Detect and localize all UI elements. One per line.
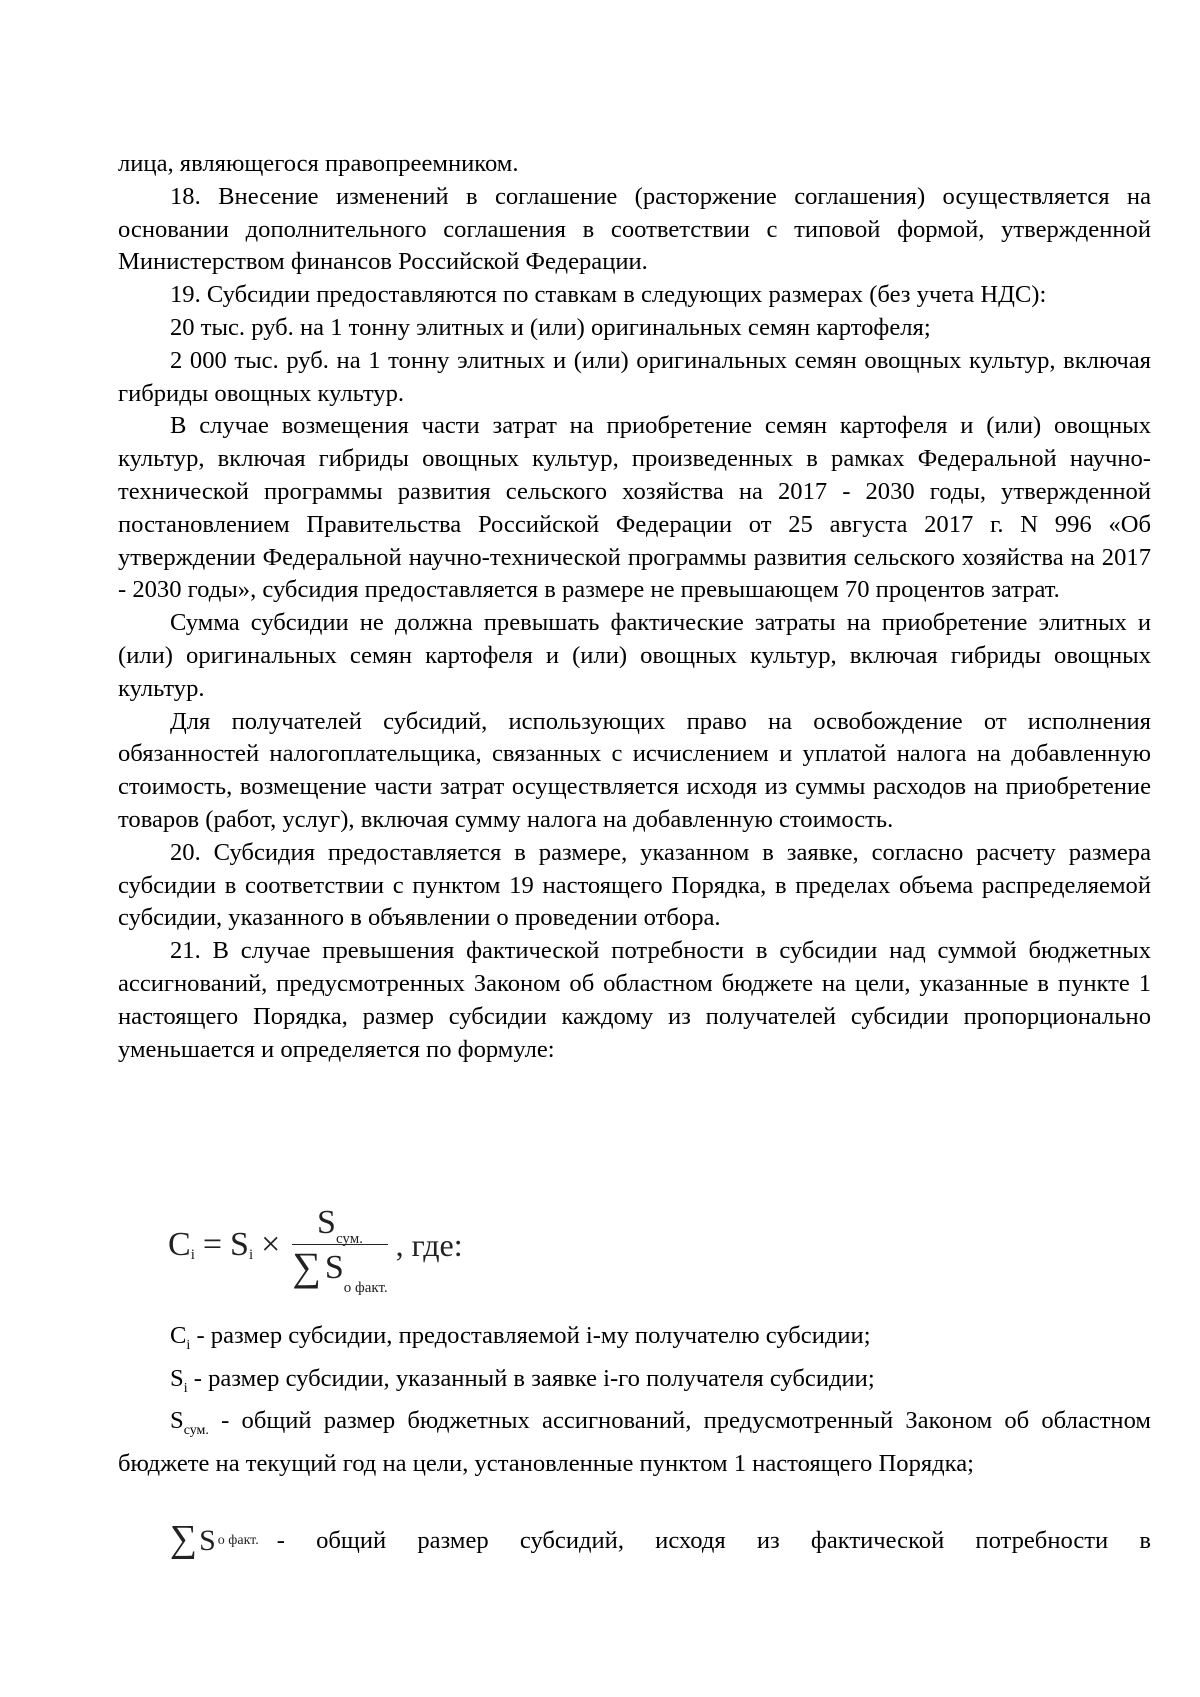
formula-times: × bbox=[261, 1226, 281, 1263]
definition-sum-fact bbox=[170, 1520, 1151, 1558]
def-symbol: S bbox=[170, 1364, 184, 1392]
formula-equals: = bbox=[202, 1226, 223, 1263]
sigma-symbol: ∑ bbox=[292, 1243, 321, 1289]
numerator-symbol: S bbox=[317, 1203, 336, 1241]
definitions bbox=[118, 1320, 1151, 1481]
denominator-symbol: S bbox=[324, 1248, 344, 1286]
sum-definition-text: - общий размер субсидий, исходя из фактической потребности в bbox=[276, 1527, 1151, 1555]
paragraph: лица, являющегося правопреемником. bbox=[118, 150, 519, 177]
def-symbol: C bbox=[170, 1322, 187, 1349]
formula-fraction bbox=[292, 1203, 388, 1296]
paragraph-rate-vegetables: 2 000 тыс. руб. на 1 тонну элитных и (или) оригинальных семян овощных культур, включая гибриды овощных культур. bbox=[118, 346, 1151, 407]
paragraph-20: 20. Субсидия предоставляется в размере, указанном в заявке, согласно расчету размера субсидии в соответствии с пунктом 19 настоящего Порядка, в пределах объема распределяемой субсидии, указанного в объявлении о проведении отбора. bbox=[118, 838, 1151, 932]
paragraph-federal-program: В случае возмещения части затрат на приобретение семян картофеля и (или) овощных культур, включая гибриды овощных культур, произведенных в рамках Федеральной научно-технической программы развития сельского хозяйства на 2017 - 2030 годы, утвержденной постановлением Правительства Российской Федерации от 25 августа 2017 г. N 996 «Об утверждении Федеральной научно-технической программы развития сельского хозяйства на 2017 - 2030 годы», субсидия предоставляется в размере не превышающем 70 процентов затрат. bbox=[118, 412, 1151, 604]
formula-s: S bbox=[230, 1226, 249, 1263]
formula-s-sub: i bbox=[248, 1246, 254, 1263]
formula-numerator bbox=[311, 1203, 369, 1247]
definition-ssum bbox=[118, 1405, 1151, 1481]
sum-sub: о факт. bbox=[217, 1533, 259, 1549]
paragraph-vat: Для получателей субсидий, использующих право на освобождение от исполнения обязанностей налогоплательщика, связанных с исчислением и уплатой налога на добавленную стоимость, возмещение части затрат осуществляется исходя из суммы расходов на приобретение товаров (работ, услуг), включая сумму налога на добавленную стоимость. bbox=[118, 707, 1151, 833]
sigma-symbol: ∑ bbox=[170, 1518, 198, 1560]
subsidy-formula bbox=[168, 1195, 463, 1295]
sum-symbol bbox=[170, 1520, 259, 1558]
def-sub: i bbox=[186, 1337, 191, 1353]
sum-s: S bbox=[199, 1524, 216, 1558]
body-text bbox=[118, 148, 1151, 1066]
def-sub: сум. bbox=[183, 1423, 209, 1439]
formula-lhs: C bbox=[168, 1226, 191, 1263]
def-text: - общий размер бюджетных ассигнований, предусмотренный Законом об областном бюджете на текущий год на цели, установленные пунктом 1 настоящего Порядка; bbox=[118, 1407, 1151, 1478]
paragraph-21: 21. В случае превышения фактической потребности в субсидии над суммой бюджетных ассигнований, предусмотренных Законом об областном бюджете на цели, указанные в пункте 1 настоящего Порядка, размер субсидии каждому из получателей субсидии пропорционально уменьшается и определяется по формуле: bbox=[118, 937, 1151, 1063]
formula-denominator bbox=[292, 1243, 388, 1296]
def-text: - размер субсидии, указанный в заявке i-го получателя субсидии; bbox=[187, 1364, 875, 1392]
denominator-sub: о факт. bbox=[343, 1279, 388, 1296]
paragraph-18: 18. Внесение изменений в соглашение (расторжение соглашения) осуществляется на основании дополнительного соглашения в соответствии с типовой формой, утвержденной Министерством финансов Российской Федерации. bbox=[118, 182, 1151, 276]
paragraph-rate-potato: 20 тыс. руб. на 1 тонну элитных и (или) оригинальных семян картофеля; bbox=[170, 313, 931, 341]
formula-lhs-sub: i bbox=[190, 1246, 195, 1263]
paragraph-19: 19. Субсидии предоставляются по ставкам в следующих размерах (без учета НДС): bbox=[170, 281, 1047, 309]
def-sub: i bbox=[183, 1380, 188, 1396]
definition-si bbox=[118, 1363, 1151, 1406]
def-symbol: S bbox=[170, 1407, 184, 1435]
definition-ci bbox=[118, 1320, 1151, 1363]
def-text: - размер субсидии, предоставляемой i-му получателю субсидии; bbox=[190, 1322, 871, 1349]
numerator-sub: сум. bbox=[335, 1230, 363, 1247]
formula-tail: , где: bbox=[395, 1226, 463, 1263]
paragraph-subsidy-limit: Сумма субсидии не должна превышать фактические затраты на приобретение элитных и (или) оригинальных семян картофеля и (или) овощных культур, включая гибриды овощных культур. bbox=[118, 609, 1151, 702]
